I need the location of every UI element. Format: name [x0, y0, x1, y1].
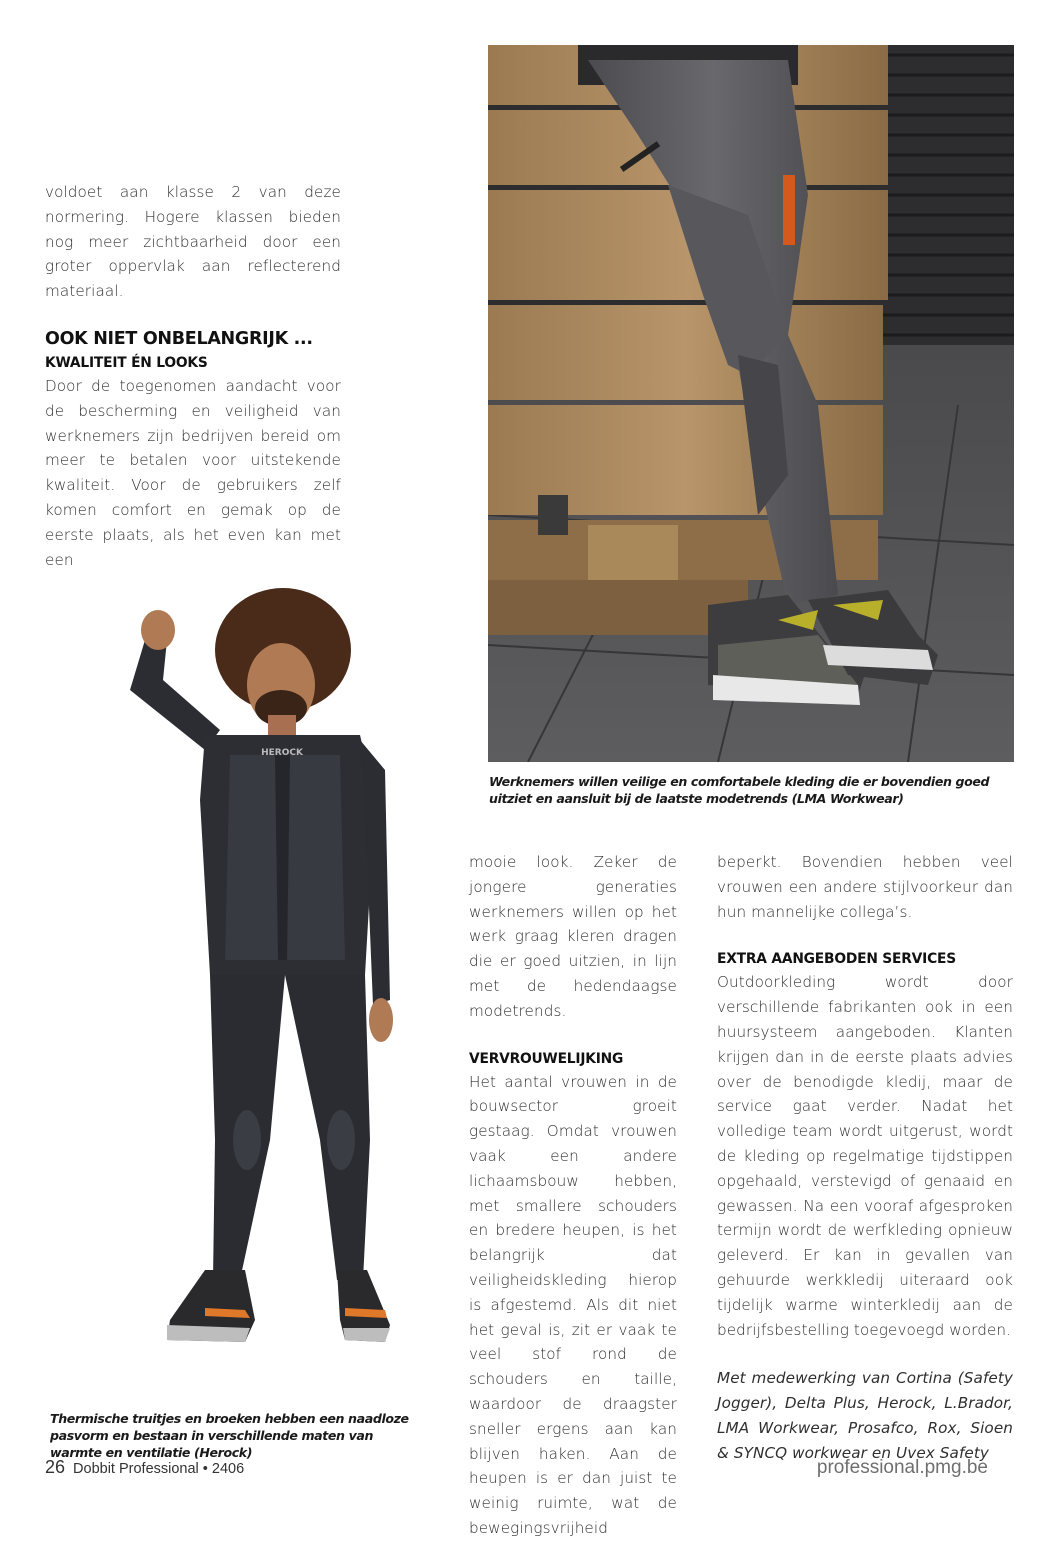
thermal-photo-caption: Thermische truitjes en broeken hebben een naadloze pasvorm en bestaan in verschillende maten van warmte en ventilatie (Herock) — [50, 1411, 409, 1460]
shirt-brand-label: HEROCK — [261, 748, 303, 758]
style-paragraph: beperkt. Bovendien hebben veel vrouwen een andere stijlvoorkeur dan hun mannelijke collega’s. — [717, 853, 1013, 921]
subheading-quality-looks: KWALITEIT ÉN LOOKS — [45, 354, 208, 371]
credits-paragraph: Met medewerking van Cortina (Safety Jogger), Delta Plus, Herock, L.Brador, LMA Workwear, Prosafco, Rox, Sioen & SYNCQ workwear en Uvex Safety — [717, 1369, 1013, 1462]
middle-text-column — [469, 850, 677, 1541]
workwear-trousers-photo — [488, 45, 1014, 762]
women-paragraph: Het aantal vrouwen in de bouwsector groeit gestaag. Omdat vrouwen vaak een andere lichaamsbouw hebben, met smallere schouders en bredere heupen, is het belangrijk dat veiligheidskleding hierop is afgestemd. Als dit niet het geval is, zit er vaak te veel stof rond de schouders en taille, waardoor de draagster sneller ergens aan kan blijven haken. Aan de heupen is er dan juist te weinig ruimte, wat de bewegingsvrijheid — [469, 1072, 677, 1537]
heading-vervrouwelijking: VERVROUWELIJKING — [469, 1050, 624, 1067]
quality-paragraph: Door de toegenomen aandacht voor de bescherming en veiligheid van werknemers zijn bedrijven bereid om meer te betalen voor uitstekende kwaliteit. Voor de gebruikers zelf komen comfort en gemak op de eerste plaats, als het even kan met een — [45, 376, 341, 569]
page-number: 26 — [45, 1457, 66, 1477]
right-text-column — [717, 850, 1013, 1466]
services-paragraph: Outdoorkleding wordt door verschillende fabrikanten ook in een huursysteem aangeboden. Klanten krijgen dan in de eerste plaats advies over de benodigde kledij, maar de service gaat verder. Nadat het volledige team wordt uitgerust, wordt de kleding op regelmatige tijdstippen opgehaald, verstevigd of genaaid en gewassen. Na een vooraf afgesproken termijn wordt de werfkleding opnieuw geleverd. Er kan in gevallen van gehuurde werkkledij uiteraard ook tijdelijk warme winterkledij aan de bedrijfsbestelling toegevoegd worden. — [717, 973, 1013, 1339]
left-text-column — [45, 180, 341, 572]
heading-extra-services: EXTRA AANGEBODEN SERVICES — [717, 951, 956, 968]
footer-url[interactable]: professional.pmg.be — [816, 1457, 988, 1478]
publication-name: Dobbit Professional • 2406 — [73, 1461, 245, 1477]
thermal-underwear-photo — [105, 580, 405, 1350]
intro-paragraph: voldoet aan klasse 2 van deze normering. Hogere klassen bieden nog meer zichtbaarheid door een groter oppervlak aan reflecterend materiaal. — [45, 183, 341, 301]
footer-left — [45, 1457, 244, 1478]
workwear-photo-caption: Werknemers willen veilige en comfortabele kleding die er bovendien goed uitziet en aansluit bij de laatste modetrends (LMA Workwear) — [489, 774, 990, 806]
section-heading-important: OOK NIET ONBELANGRIJK ... — [45, 328, 313, 349]
look-paragraph: mooie look. Zeker de jongere generaties werknemers willen op het werk graag kleren dragen die er goed uitzien, in lijn met de hedendaagse modetrends. — [469, 853, 677, 1020]
